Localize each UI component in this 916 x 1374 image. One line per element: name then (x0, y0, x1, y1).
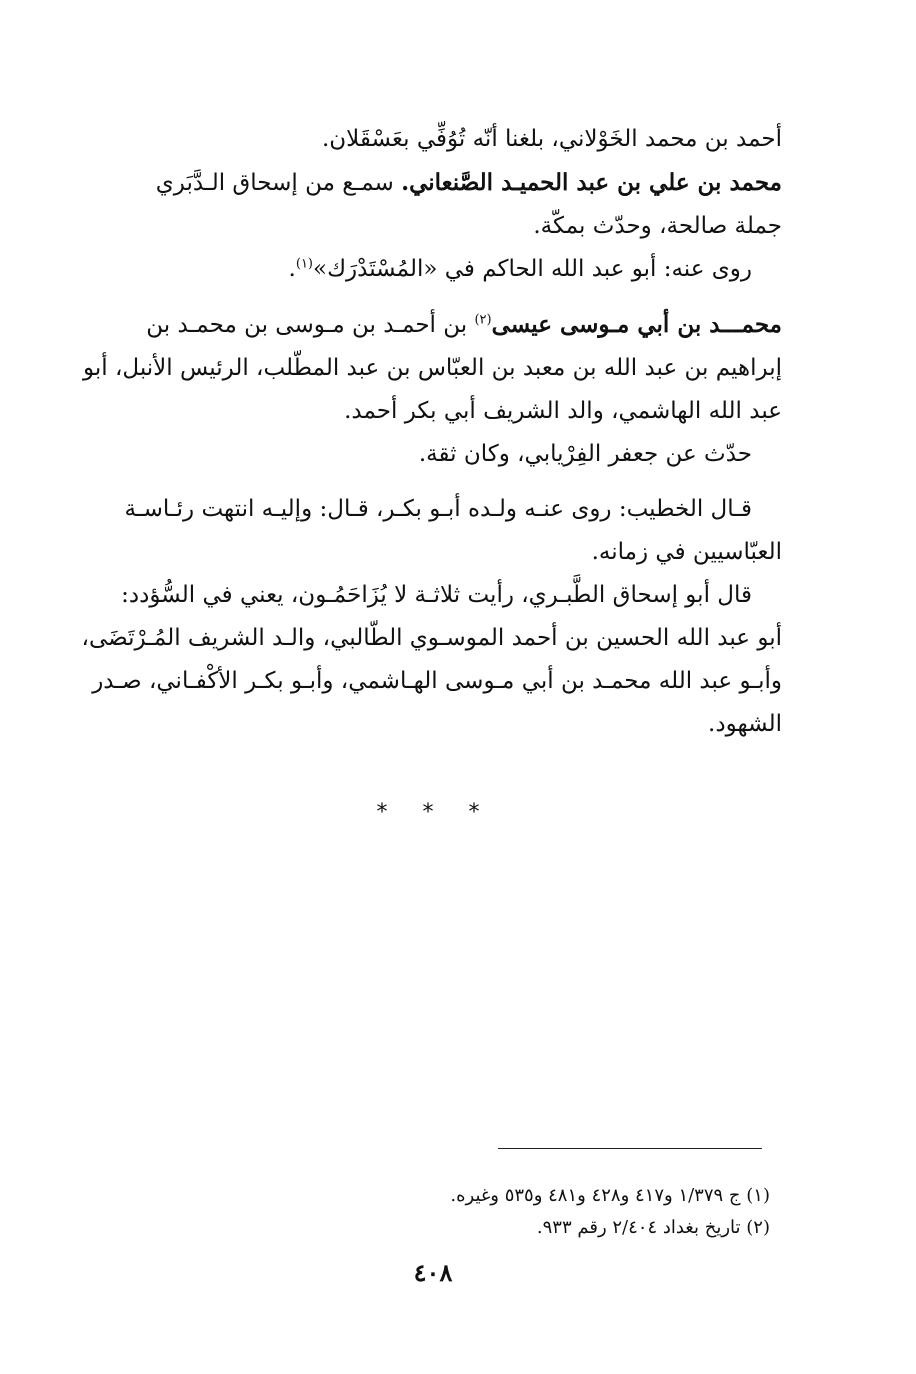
main-text (82, 118, 782, 746)
section-separator: * * * (376, 800, 494, 825)
entry-2-line-2: جملة صالحة، وحدّث بمكّة. (533, 213, 782, 239)
entry-3-text: بن أحمـد بن مـوسى بن محمـد بن (146, 312, 475, 338)
para-5-line-2: أبو عبد الله الحسين بن أحمد الموسـوي الطّالبي، والـد الشريف المُـرْتَضَى، (81, 625, 782, 651)
entry-2-name: محمد بن علي بن عبد الحميـد الصَّنعاني. (401, 169, 782, 196)
entry-3-line-4: حدّث عن جعفر الفِرْيابي، وكان ثقة. (418, 441, 752, 467)
para-4-line-2: العبّاسيين في زمانه. (591, 539, 782, 565)
para-5-line-3: وأبـو عبد الله محمـد بن أبي مـوسى الهـاشمي، وأبـو بكـر الأكْفـاني، صـدر (92, 668, 782, 694)
footnote-ref-2: (٢) (474, 312, 492, 328)
entry-2-line-3-end: . (288, 256, 296, 282)
para-5-line-4: الشهود. (708, 711, 782, 737)
footnote-ref-1: (١) (295, 256, 313, 272)
para-5-line-1: قال أبو إسحاق الطَّبـري، رأيت ثلاثـة لا يُزَاحَمُـون، يعني في السُّؤدد: (121, 582, 752, 608)
footnote-divider (498, 1148, 762, 1149)
spacer (82, 476, 782, 488)
footnotes (300, 1180, 770, 1244)
entry-2-line-1 (82, 161, 782, 205)
entry-2-line-3 (82, 248, 782, 291)
footnote-2: (٢) تاريخ بغداد ٢/٤٠٤ رقم ٩٣٣. (536, 1217, 770, 1238)
spacer (82, 291, 782, 303)
entry-3-line-1 (82, 303, 782, 347)
entry-3-line-2: إبراهيم بن عبد الله بن معبد بن العبّاس بن عبد المطّلب، الرئيس الأنبل، أبو (83, 355, 782, 381)
para-4-line-1: قـال الخطيب: روى عنـه ولـده أبـو بكـر، قـال: وإليـه انتهت رئـاسـة (124, 496, 752, 522)
entry-3-line-3: عبد الله الهاشمي، والد الشريف أبي بكر أحمد. (344, 398, 782, 424)
page-number: ٤٠٨ (413, 1258, 453, 1287)
entry-2-text: سمـع من إسحاق الـدَّبَري (155, 170, 402, 196)
entry-3-name: محمـــد بن أبي مـوسى عيسى (491, 311, 782, 338)
footnote-1: (١) ج ١/٣٧٩ و٤١٧ و٤٢٨ و٤٨١ و٥٣٥ وغيره. (450, 1185, 770, 1206)
entry-2-narrator-text: روى عنه: أبو عبد الله الحاكم في «المُسْتَدْرَك» (313, 256, 752, 282)
entry-1-line-1: أحمد بن محمد الخَوْلاني، بلغنا أنّه تُوُفِّي بعَسْقَلان. (321, 126, 782, 152)
